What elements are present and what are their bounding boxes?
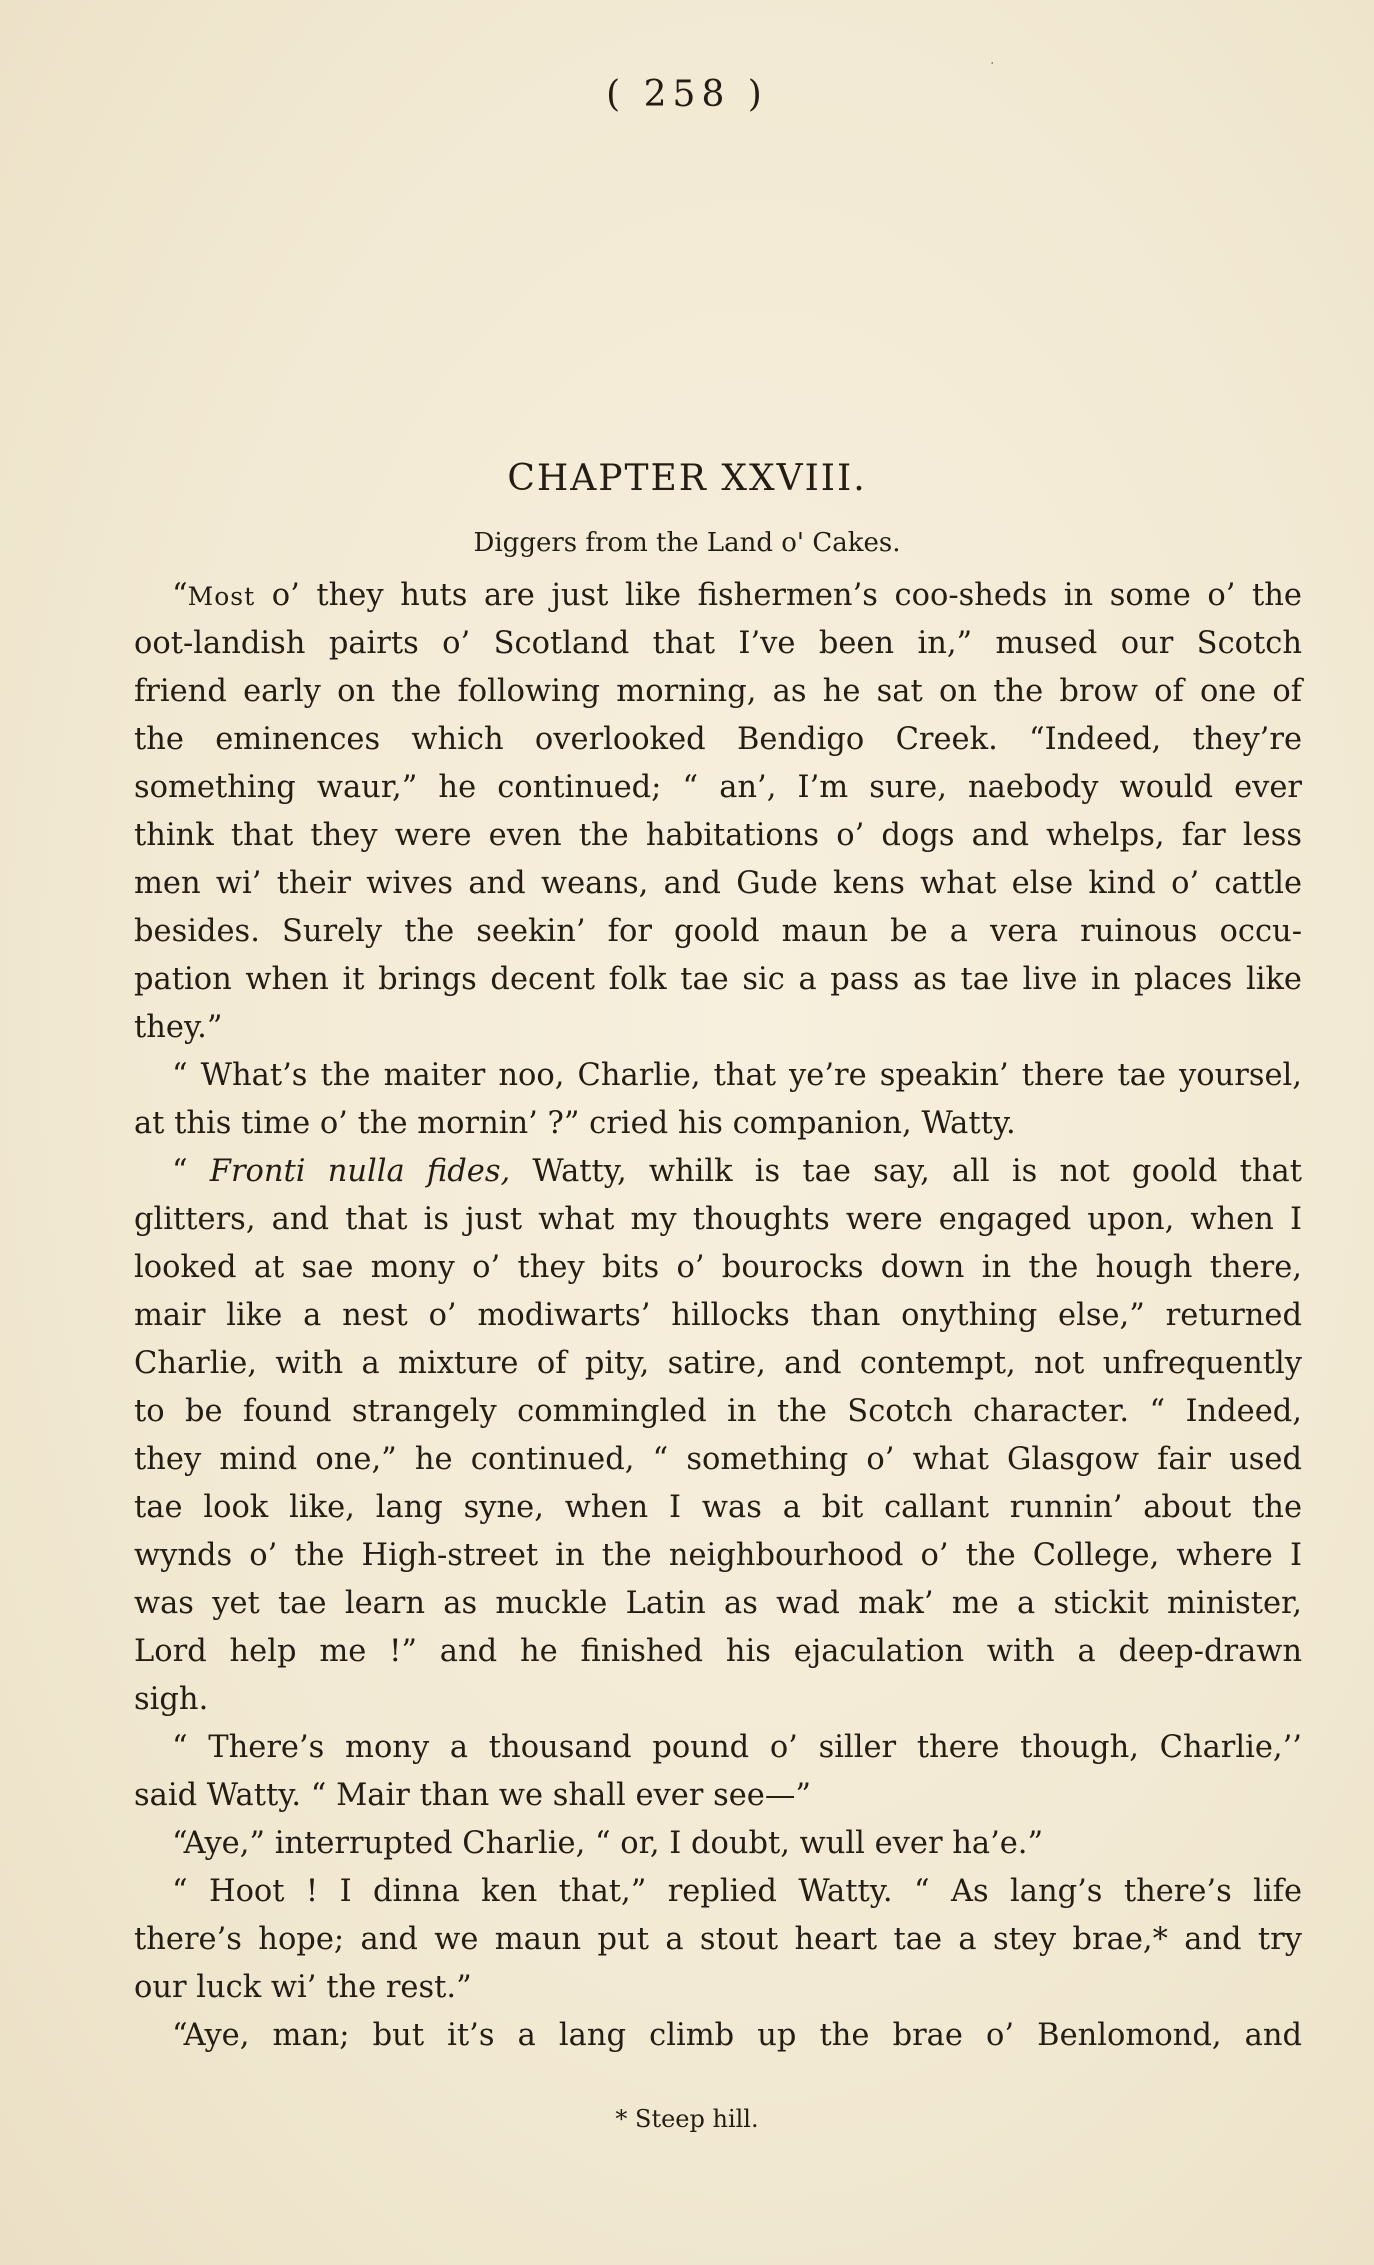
text-line: “Aye, man; but it’s a lang climb up the brae o’ Benlomond, and — [172, 2018, 1302, 2053]
page-number: ( 258 ) — [606, 74, 768, 115]
text-line: Charlie, with a mixture of pity, satire, and contempt, not unfrequently — [134, 1346, 1302, 1381]
text-line: “ What’s the maiter noo, Charlie, that ye’re speakin’ there tae yoursel, — [172, 1058, 1302, 1093]
text-line: something waur,” he continued; “ an’, I’m sure, naebody would ever — [134, 770, 1302, 805]
text-line: “ Hoot ! I dinna ken that,” replied Watty. “ As lang’s there’s life — [172, 1874, 1302, 1909]
chapter-subtitle: Diggers from the Land o' Cakes. — [473, 528, 901, 558]
text-line: they mind one,” he continued, “ something o’ what Glasgow fair used — [134, 1442, 1302, 1477]
text-line: “ There’s mony a thousand pound o’ siller there though, Charlie,’’ — [172, 1730, 1302, 1765]
text-line: to be found strangely commingled in the Scotch character. “ Indeed, — [134, 1394, 1302, 1429]
text-line: at this time o’ the mornin’ ?” cried his companion, Watty. — [134, 1106, 1016, 1141]
text-line: they.” — [134, 1010, 223, 1045]
text-line: mair like a nest o’ modiwarts’ hillocks than onything else,” returned — [134, 1298, 1302, 1333]
text-line: “Aye,” interrupted Charlie, “ or, I doubt, wull ever ha’e.” — [172, 1826, 1044, 1861]
text-line: glitters, and that is just what my thoughts were engaged upon, when I — [134, 1202, 1302, 1237]
text-line: “Most o’ they huts are just like fishermen’s coo-sheds in some o’ the — [172, 578, 1302, 613]
text-line: tae look like, lang syne, when I was a bit callant runnin’ about the — [134, 1490, 1302, 1525]
text-line: men wi’ their wives and weans, and Gude kens what else kind o’ cattle — [134, 866, 1302, 901]
text-line: Lord help me !” and he finished his ejaculation with a deep-drawn — [134, 1634, 1302, 1669]
text-line: pation when it brings decent folk tae sic a pass as tae live in places like — [134, 962, 1302, 997]
text-line: said Watty. “ Mair than we shall ever see—” — [134, 1778, 811, 1813]
text-line: the eminences which overlooked Bendigo Creek. “Indeed, they’re — [134, 722, 1302, 757]
body-text — [134, 572, 1302, 2060]
footnote: * Steep hill. — [615, 2105, 759, 2133]
chapter-title: CHAPTER XXVIII. — [507, 458, 867, 499]
text-line: oot-landish pairts o’ Scotland that I’ve been in,” mused our Scotch — [134, 626, 1302, 661]
text-line: was yet tae learn as muckle Latin as wad mak’ me a stickit minister, — [134, 1586, 1302, 1621]
text-line: besides. Surely the seekin’ for goold maun be a vera ruinous occu- — [134, 914, 1302, 949]
text-line: friend early on the following morning, as he sat on the brow of one of — [134, 674, 1302, 709]
print-speck: ‧ — [990, 56, 995, 72]
text-line: sigh. — [134, 1682, 209, 1717]
text-line: think that they were even the habitations o’ dogs and whelps, far less — [134, 818, 1302, 853]
text-line: our luck wi’ the rest.” — [134, 1970, 472, 2005]
text-line: “ Fronti nulla fides, Watty, whilk is tae say, all is not goold that — [172, 1154, 1302, 1189]
text-line: there’s hope; and we maun put a stout heart tae a stey brae,* and try — [134, 1922, 1302, 1957]
text-line: wynds o’ the High-street in the neighbourhood o’ the College, where I — [134, 1538, 1302, 1573]
text-line: looked at sae mony o’ they bits o’ bourocks down in the hough there, — [134, 1250, 1302, 1285]
